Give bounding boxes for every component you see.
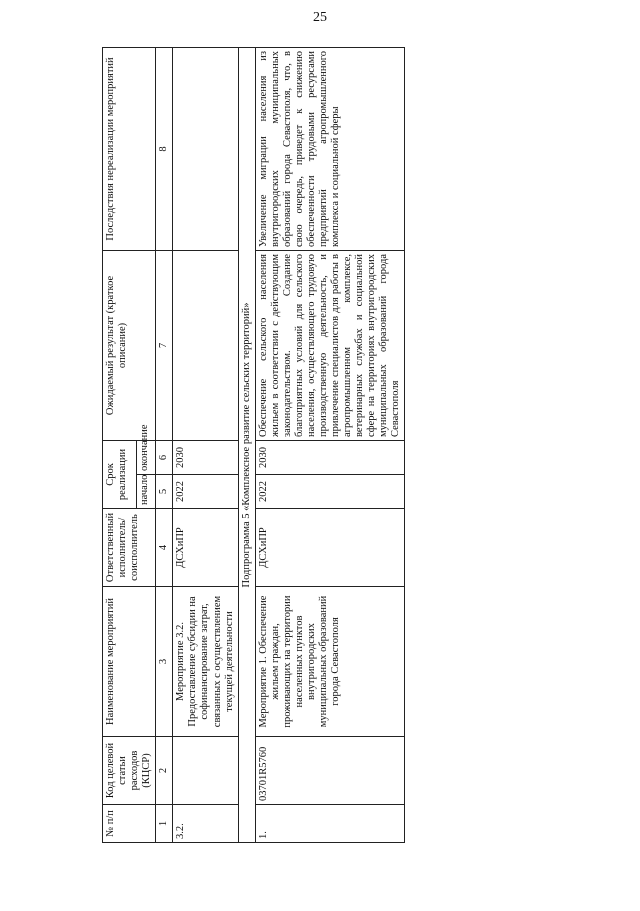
- column-number: 1: [156, 805, 173, 843]
- header-result: Ожидаемый результат (краткое описание): [103, 250, 156, 440]
- header-name: Наименование мероприятий: [103, 587, 156, 737]
- row-start: 2022: [173, 475, 238, 509]
- header-consequences: Последствия нереализации мероприятий: [103, 47, 156, 250]
- header-end: окончание: [136, 440, 156, 474]
- column-number: 4: [156, 509, 173, 587]
- row-num: 1.: [255, 805, 405, 843]
- row-result: [173, 250, 238, 440]
- table-row: [255, 47, 405, 842]
- row-start: 2022: [255, 475, 405, 509]
- row-code: 03701R5760: [255, 737, 405, 805]
- column-number: 8: [156, 47, 173, 250]
- row-end: 2030: [173, 440, 238, 474]
- subprogram-title: Подпрограмма 5 «Комплексное развитие сельских территорий»: [238, 47, 255, 842]
- rotated-table-container: [102, 48, 402, 843]
- row-consequences: [173, 47, 238, 250]
- row-responsible: ДСХиПР: [255, 509, 405, 587]
- header-code: Код целевой статьи расходов (КЦСР): [103, 737, 156, 805]
- column-number: 7: [156, 250, 173, 440]
- row-end: 2030: [255, 440, 405, 474]
- row-responsible: ДСХиПР: [173, 509, 238, 587]
- row-consequences: Увеличение миграции населения из внутригородских муниципальных образований города Севастополя, что, в свою очередь, приведет к снижению обеспеченности трудовыми ресурсами предприятий агропромышленного комплекса и социальной сферы: [255, 47, 405, 250]
- row-num: 3.2.: [173, 805, 238, 843]
- column-number-row: [156, 47, 173, 842]
- column-number: 6: [156, 440, 173, 474]
- header-start: начало: [136, 475, 156, 509]
- column-number: 2: [156, 737, 173, 805]
- row-name: Мероприятие 1. Обеспечение жильем граждан, проживающих на территории населенных пунктов внутригородских муниципальных образований города Севастополя: [255, 587, 405, 737]
- column-number: 3: [156, 587, 173, 737]
- column-number: 5: [156, 475, 173, 509]
- measures-table: [102, 47, 405, 843]
- subprogram-row: [238, 47, 255, 842]
- header-num: № п/п: [103, 805, 156, 843]
- row-code: [173, 737, 238, 805]
- row-name: Мероприятие 3.2. Предоставление субсидии на софинансирование затрат, связанных с осуществлением текущей деятельности: [173, 587, 238, 737]
- header-row: [103, 47, 137, 842]
- page-number: 25: [313, 10, 327, 25]
- header-responsible: Ответственный исполнитель/ соисполнитель: [103, 509, 156, 587]
- table-row: [173, 47, 238, 842]
- row-result: Обеспечение сельского населения жильем в соответствии с действующим законодательством. Создание благоприятных условий для сельского населения, осуществляющего трудовую производственную деятельность, и привлечение специалистов для работы в агропромышленном комплексе, ветеринарных службах и социальной сфере на территориях внутригородских муниципальных образований города Севастополя: [255, 250, 405, 440]
- header-period: Срок реализации: [103, 440, 137, 508]
